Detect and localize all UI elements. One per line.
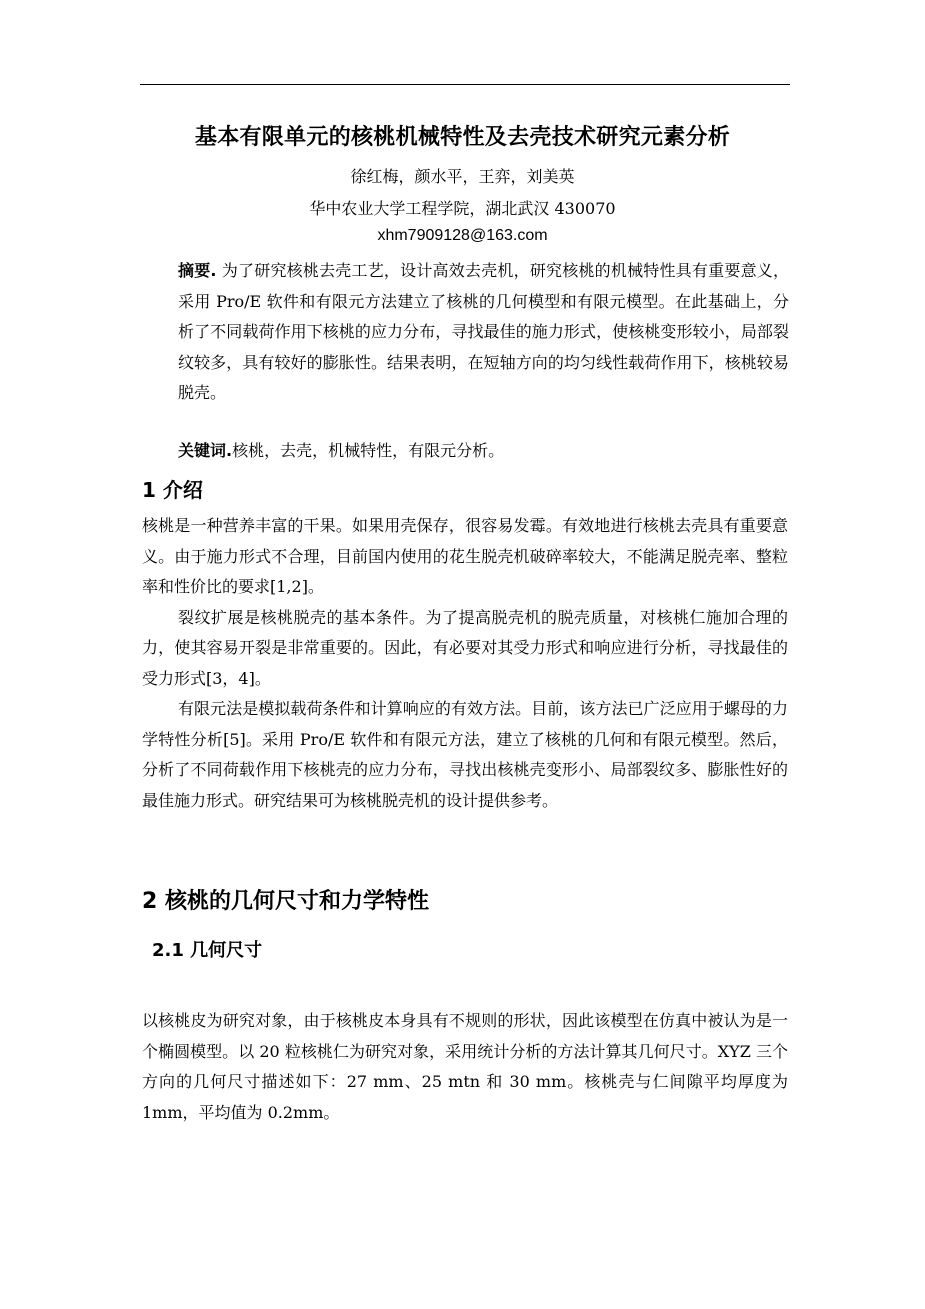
- section-2-1-heading: 2.1 几何尺寸: [152, 940, 263, 961]
- paper-title: 基本有限单元的核桃机械特性及去壳技术研究元素分析: [194, 125, 731, 150]
- section-2-heading: 2 核桃的几何尺寸和力学特性: [142, 889, 429, 914]
- paper-authors: 徐红梅，颜水平，王弈，刘美英: [350, 167, 575, 186]
- section-1-paragraph: 核桃是一种营养丰富的干果。如果用壳保存，很容易发霉。有效地进行核桃去壳具有重要意义。由于施力形式不合理，目前国内使用的花生脱壳机破碎率较大，不能满足脱壳率、整粒率和性价比的要求[1,2]。: [142, 516, 788, 596]
- keywords-label: 关键词.: [178, 441, 233, 460]
- abstract-label: 摘要.: [178, 261, 217, 280]
- paper-affiliation: 华中农业大学工程学院，湖北武汉 430070: [309, 199, 616, 218]
- section-2-1-paragraph: 以核桃皮为研究对象，由于核桃皮本身具有不规则的形状，因此该模型在仿真中被认为是一个椭圆模型。以 20 粒核桃仁为研究对象，采用统计分析的方法计算其几何尺寸。XYZ 三个方向的几何尺寸描述如下：27 mm、25 mtn 和 30 mm。核桃壳与仁间隙平均厚度为 1mm，平均值为 0.2mm。: [142, 1011, 788, 1122]
- keywords-text: 核桃，去壳，机械特性，有限元分析。: [232, 441, 505, 460]
- section-1-heading: 1 介绍: [142, 478, 203, 502]
- abstract: [178, 256, 789, 409]
- paper-email: xhm7909128@163.com: [377, 227, 548, 244]
- section-1-body: [142, 511, 788, 816]
- abstract-text: 为了研究核桃去壳工艺，设计高效去壳机，研究核桃的机械特性具有重要意义，采用 Pro/E 软件和有限元方法建立了核桃的几何模型和有限元模型。在此基础上，分析了不同载荷作用下核桃的应力分布，寻找最佳的施力形式，使核桃变形较小，局部裂纹较多，具有较好的膨胀性。结果表明，在短轴方向的均匀线性载荷作用下，核桃较易脱壳。: [178, 261, 789, 402]
- section-1-paragraph: 裂纹扩展是核桃脱壳的基本条件。为了提高脱壳机的脱壳质量，对核桃仁施加合理的力，使其容易开裂是非常重要的。因此，有必要对其受力形式和响应进行分析，寻找最佳的受力形式[3，4]。: [142, 607, 788, 688]
- section-2-1-body: [142, 1006, 788, 1128]
- header-rule: [140, 84, 790, 85]
- keywords: [178, 436, 789, 466]
- section-1-paragraph: 有限元法是模拟载荷条件和计算响应的有效方法。目前，该方法已广泛应用于螺母的力学特性分析[5]。采用 Pro/E 软件和有限元方法，建立了核桃的几何和有限元模型。然后，分析了不同荷载作用下核桃壳的应力分布，寻找出核桃壳变形小、局部裂纹多、膨胀性好的最佳施力形式。研究结果可为核桃脱壳机的设计提供参考。: [142, 699, 788, 810]
